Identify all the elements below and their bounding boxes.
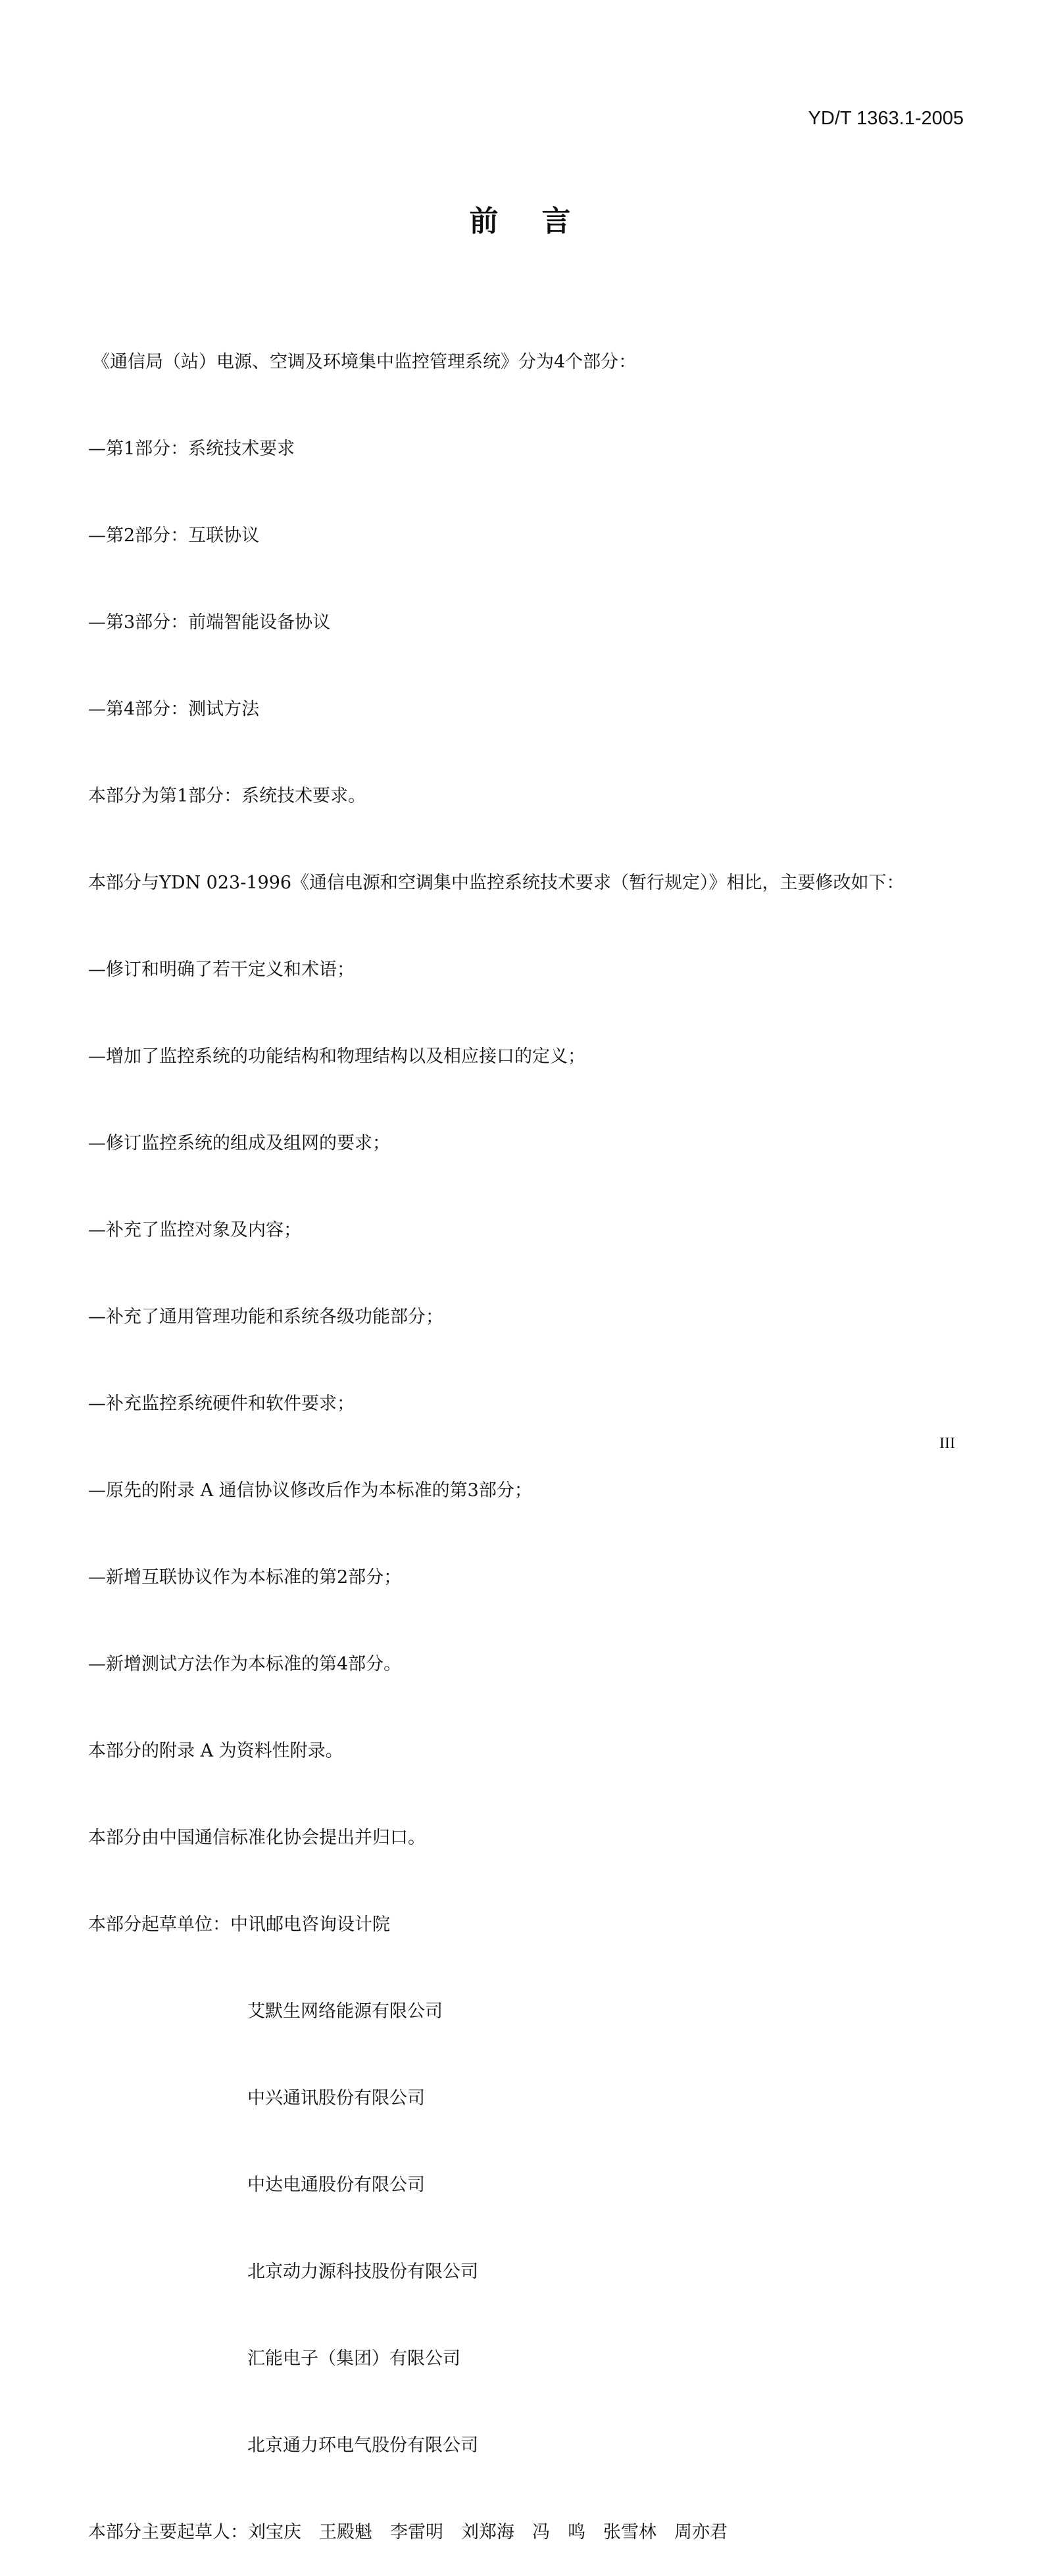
drafting-units-row: [88, 1910, 904, 1939]
drafting-unit: 艾默生网络能源有限公司: [247, 2001, 443, 2022]
this-part-paragraph: 本部分为第1部分：系统技术要求。: [88, 786, 366, 806]
change-item: —新增测试方法作为本标准的第4部分。: [88, 1654, 402, 1674]
part-item: —第4部分：测试方法: [88, 699, 260, 719]
change-item: —补充了监控对象及内容；: [88, 1220, 301, 1240]
drafting-unit: 中兴通讯股份有限公司: [247, 2088, 425, 2108]
standard-code: YD/T 1363.1-2005: [808, 108, 964, 129]
change-item: —补充监控系统硬件和软件要求；: [88, 1394, 355, 1414]
drafting-units-label: 本部分起草单位：: [88, 1914, 230, 1935]
part-item: —第2部分：互联协议: [88, 525, 260, 546]
change-item: —增加了监控系统的功能结构和物理结构以及相应接口的定义；: [88, 1046, 585, 1067]
page-number: III: [939, 1435, 955, 1452]
comparison-paragraph: 本部分与YDN 023-1996《通信电源和空调集中监控系统技术要求（暂行规定）》相比，主要修改如下：: [88, 873, 904, 893]
appendix-paragraph: 本部分的附录 A 为资料性附录。: [88, 1741, 343, 1761]
page-title: 前言: [469, 205, 614, 238]
drafting-unit: 北京动力源科技股份有限公司: [247, 2262, 478, 2282]
change-item: —补充了通用管理功能和系统各级功能部分；: [88, 1307, 443, 1327]
part-item: —第3部分：前端智能设备协议: [88, 612, 331, 633]
intro-paragraph: 《通信局（站）电源、空调及环境集中监控管理系统》分为4个部分：: [92, 352, 637, 372]
drafting-unit: 汇能电子（集团）有限公司: [247, 2348, 460, 2369]
document-body: [88, 290, 904, 2576]
part-item: —第1部分：系统技术要求: [88, 439, 295, 459]
change-item: —修订监控系统的组成及组网的要求；: [88, 1133, 390, 1154]
drafting-unit: 中讯邮电咨询设计院: [230, 1914, 390, 1935]
drafters-paragraph: 本部分主要起草人：刘宝庆 王殿魁 李雷明 刘郑海 冯 鸣 张雪林 周亦君: [88, 2522, 728, 2542]
change-item: —新增互联协议作为本标准的第2部分；: [88, 1567, 402, 1588]
drafting-unit: 北京通力环电气股份有限公司: [247, 2435, 478, 2456]
proposed-by-paragraph: 本部分由中国通信标准化协会提出并归口。: [88, 1828, 426, 1848]
change-item: —修订和明确了若干定义和术语；: [88, 960, 355, 980]
change-item: —原先的附录 A 通信协议修改后作为本标准的第3部分；: [88, 1480, 532, 1501]
drafting-unit: 中达电通股份有限公司: [247, 2175, 425, 2195]
